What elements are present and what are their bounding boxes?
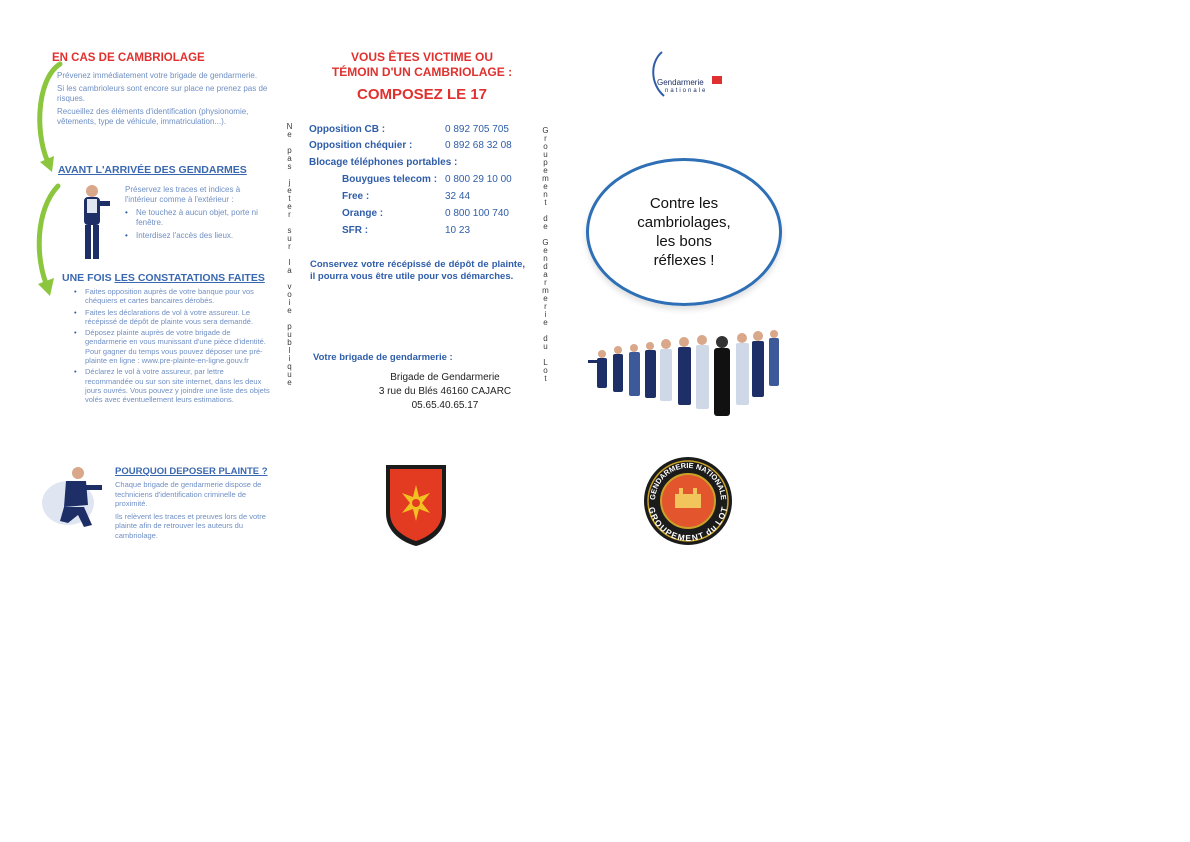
badge-bottom-text: GROUPEMENT du LOT xyxy=(646,505,730,544)
section3-bullet: • Déclarez le vol à votre assureur, par lettre recommandée ou sur son site internet, dans les deux jours ouvrés. Vous pouvez y joindre une liste des objets volés avec éventuellement leurs estimations. xyxy=(74,367,270,404)
phones-title: Blocage téléphones portables : xyxy=(309,157,458,168)
badge-top-text: GENDARMERIE NATIONALE xyxy=(647,460,729,501)
call-17: COMPOSEZ LE 17 xyxy=(356,86,488,103)
section1-line: Recueillez des éléments d'identification (physionomie, vêtements, type de véhicule, immatriculation...). xyxy=(57,107,249,126)
contact-row xyxy=(309,140,529,151)
operator-value: 32 44 xyxy=(445,191,471,202)
section2-title: AVANT L'ARRIVÉE DES GENDARMES xyxy=(58,164,247,176)
section2-intro: Préservez les traces et indices à l'intérieur comme à l'extérieur : xyxy=(125,185,241,204)
section3-text xyxy=(74,287,270,405)
operator-label: SFR : xyxy=(342,225,369,236)
operator-label: Bouygues telecom : xyxy=(342,174,438,185)
section2-bullet: • Interdisez l'accès des lieux. xyxy=(125,231,271,241)
technician-figure-icon xyxy=(40,463,106,533)
gendarmes-group-icon xyxy=(586,326,786,422)
operator-label: Orange : xyxy=(342,208,384,219)
section4-text xyxy=(115,480,273,540)
svg-text:GROUPEMENT du LOT xyxy=(647,505,730,543)
operator-row xyxy=(342,174,562,185)
middle-heading-line1: VOUS ÊTES VICTIME OU xyxy=(350,50,494,64)
contact-value: 0 892 68 32 08 xyxy=(445,140,512,151)
section3-title-b: LES CONSTATATIONS FAITES xyxy=(114,272,265,284)
section4-line: Chaque brigade de gendarmerie dispose de techniciens d'identification criminelle de proximité. xyxy=(115,480,262,508)
slogan-bubble xyxy=(586,158,782,306)
section3-bullet: • Faites les déclarations de vol à votre assureur. Le récépissé de dépôt de plainte vous sera demandé. xyxy=(74,308,270,327)
badge-text-ring xyxy=(643,456,733,546)
section1-line: Prévenez immédiatement votre brigade de gendarmerie. xyxy=(57,71,258,80)
section3-title-a: UNE FOIS xyxy=(62,272,115,284)
logo-line2: nationale xyxy=(665,88,708,94)
section1-line: Si les cambrioleurs sont encore sur place ne prenez pas de risques. xyxy=(57,84,268,103)
brigade-label: Votre brigade de gendarmerie : xyxy=(313,352,453,363)
svg-text:GENDARMERIE NATIONALE xyxy=(648,461,728,500)
middle-heading xyxy=(300,50,544,80)
section1-title: EN CAS DE CAMBRIOLAGE xyxy=(52,52,205,64)
logo-line1: Gendarmerie xyxy=(657,78,704,87)
operator-row xyxy=(342,225,562,236)
vertical-text-left: Ne pas jeter sur la voie publique xyxy=(285,122,294,386)
brigade-address: 3 rue du Blés 46160 CAJARC xyxy=(378,386,512,397)
operator-value: 10 23 xyxy=(445,225,471,236)
brigade-info xyxy=(360,371,530,413)
gendarmerie-logo-text xyxy=(657,78,707,96)
operator-row xyxy=(342,208,562,219)
section3-title xyxy=(62,272,265,284)
middle-heading-line2: TÉMOIN D'UN CAMBRIOLAGE : xyxy=(331,65,513,79)
gendarme-figure-icon xyxy=(74,183,112,263)
operator-label: Free : xyxy=(342,191,370,202)
section4-line: Ils relèvent les traces et preuves lors de votre plainte afin de retrouver les auteurs du cambriolage. xyxy=(115,511,266,540)
operator-value: 0 800 100 740 xyxy=(445,208,509,219)
section2-bullet: • Ne touchez à aucun objet, porte ni fenêtre. xyxy=(125,208,271,228)
receipt-note: Conservez votre récépissé de dépôt de plainte, il pourra vous être utile pour vos démarches. xyxy=(310,259,525,282)
occitanie-shield-icon xyxy=(384,463,448,547)
contact-value: 0 892 705 705 xyxy=(445,124,509,135)
section1-text xyxy=(57,71,269,127)
section2-text xyxy=(125,185,271,241)
contact-label: Opposition CB : xyxy=(309,124,386,135)
vertical-text-right: Groupement de Gendarmerie du Lot xyxy=(541,126,550,382)
operator-value: 0 800 29 10 00 xyxy=(445,174,512,185)
brigade-name: Brigade de Gendarmerie xyxy=(390,372,500,383)
section4-title: POURQUOI DEPOSER PLAINTE ? xyxy=(115,466,268,477)
brigade-phone: 05.65.40.65.17 xyxy=(411,400,479,411)
operator-row xyxy=(342,191,562,202)
slogan-text: Contre les cambriolages, les bons réflexes ! xyxy=(637,195,731,269)
section3-bullet: • Faites opposition auprès de votre banque pour vos chéquiers et cartes bancaires dérobés. xyxy=(74,287,270,306)
operators-block xyxy=(342,174,542,244)
section3-bullet: • Déposez plainte auprès de votre brigade de gendarmerie en vous munissant d'une pièce d'identité. Pour gagner du temps vous pouvez déposer une pré-plainte en ligne : www.pre-plainte-en-ligne.gouv.fr xyxy=(74,328,270,365)
contact-row xyxy=(309,124,529,135)
contact-label: Opposition chéquier : xyxy=(309,140,413,151)
